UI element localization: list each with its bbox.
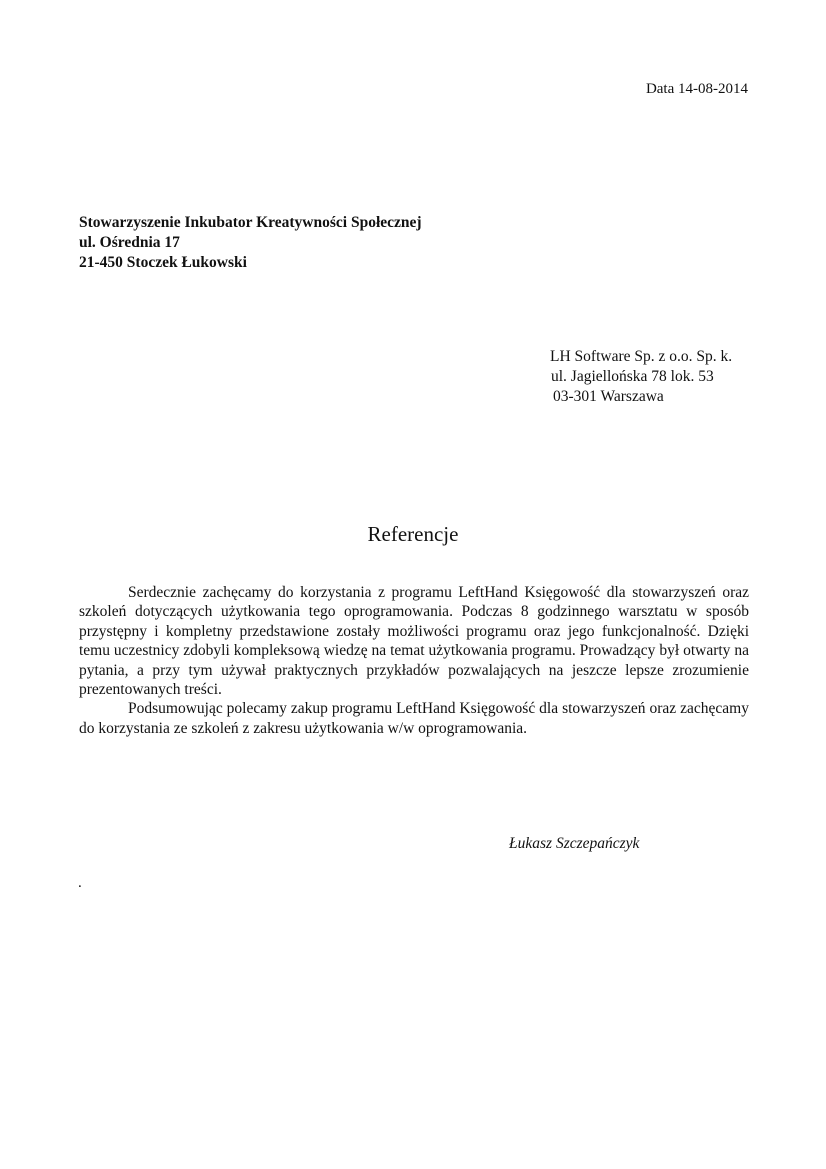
sender-city: 21-450 Stoczek Łukowski — [79, 254, 247, 271]
signature: Łukasz Szczepańczyk — [509, 835, 640, 852]
document-date: Data 14-08-2014 — [645, 81, 748, 97]
recipient-street: ul. Jagiellońska 78 lok. 53 — [551, 368, 714, 385]
recipient-city: 03-301 Warszawa — [553, 388, 664, 405]
recipient-address — [550, 347, 732, 407]
body-paragraph: Serdecznie zachęcamy do korzystania z programu LeftHand Księgowość dla stowarzyszeń oraz szkoleń dotyczących użytkowania tego oprogramowania. Podczas 8 godzinnego warsztatu w sposób przystępny i kompletny przedstawione zostały możliwości programu oraz jego funkcjonalność. Dzięki temu uczestnicy zdobyli kompleksową wiedzę na temat użytkowania programu. Prowadzący był otwarty na pytania, a przy tym używał praktycznych przykładów pozwalających na jeszcze lepsze zrozumienie prezentowanych treści. — [79, 584, 749, 699]
sender-street: ul. Ośrednia 17 — [79, 234, 180, 251]
sender-address — [79, 213, 422, 273]
body-paragraph: Podsumowując polecamy zakup programu LeftHand Księgowość dla stowarzyszeń oraz zachęcamy do korzystania ze szkoleń z zakresu użytkowania w/w oprogramowania. — [79, 700, 749, 737]
footer-mark: . — [78, 875, 82, 891]
document-body — [79, 583, 749, 738]
recipient-name: LH Software Sp. z o.o. Sp. k. — [550, 348, 733, 365]
document-title: Referencje — [367, 522, 459, 546]
sender-name: Stowarzyszenie Inkubator Kreatywności Społecznej — [79, 214, 422, 231]
